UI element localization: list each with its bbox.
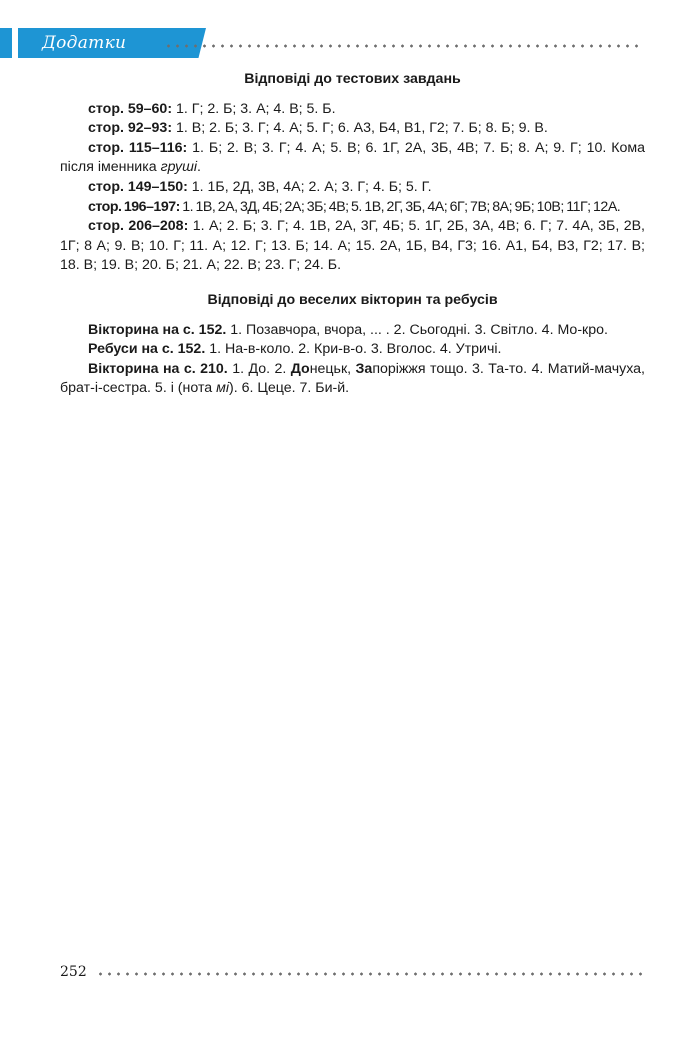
answer-line: стор. 59–60: 1. Г; 2. Б; 3. А; 4. В; 5. Б.	[88, 100, 336, 117]
answer-line: Ребуси на с. 152. 1. На-в-коло. 2. Кри-в-о. 3. Вголос. 4. Утричі.	[88, 341, 502, 358]
answer-line: Вікторина на с. 210. 1. До. 2. Донецьк, Запоріжжя тощо. 3. Та-то. 4. Матий-мачуха, брат-і-сестра. 5. і (нота мі). 6. Цеце. 7. Би-й.	[60, 360, 645, 397]
header-dotted-rule	[164, 44, 644, 48]
section-title-test-answers: Відповіді до тестових завдань	[244, 71, 461, 87]
answer-line: стор. 149–150: 1. 1Б, 2Д, 3В, 4А; 2. А; 3. Г; 4. Б; 5. Г.	[88, 178, 432, 195]
section-title-quiz-answers: Відповіді до веселих вікторин та ребусів	[207, 291, 498, 308]
page-ref: стор. 149–150:	[88, 178, 188, 195]
header-section-label: Додатки	[42, 33, 127, 53]
page-ref: стор. 92–93:	[88, 120, 173, 137]
italic-word: груші	[160, 159, 198, 176]
italic-word: мі	[216, 380, 230, 397]
answer-line: стор. 206–208: 1. А; 2. Б; 3. Г; 4. 1В, 2А, 3Г, 4Б; 5. 1Г, 2Б, 3А, 4В; 6. Г; 7. 4А, 3Б, 2В, 1Г; 8 А; 9. В; 10. Г; 11. А; 12. Г; 13. Б; 14. А; 15. 2А, 1Б, В4, Г3; 16. А1, Б4, В3, Г2; 17. В; 18. В; 19. В; 20. Б; 21. А; 22. В; 23. Г; 24. Б.	[60, 218, 645, 274]
page-ref: стор. 206–208:	[88, 218, 189, 235]
page-ref: Ребуси на с. 152.	[88, 341, 206, 358]
page-content	[60, 70, 645, 399]
answer-line: стор. 92–93: 1. В; 2. Б; 3. Г; 4. А; 5. Г; 6. А3, Б4, В1, Г2; 7. Б; 8. Б; 9. В.	[88, 120, 548, 137]
header-tab-edge	[0, 28, 12, 58]
page-ref: Вікторина на с. 152.	[88, 321, 227, 338]
page-ref: Вікторина на с. 210.	[88, 360, 228, 377]
page-ref: стор. 59–60:	[88, 100, 173, 117]
page-ref: стор. 115–116:	[88, 139, 188, 156]
answer-line: Вікторина на с. 152. 1. Позавчора, вчора, ... . 2. Сьогодні. 3. Світло. 4. Мо-кро.	[88, 321, 608, 338]
page-number: 252	[60, 964, 87, 980]
bold-fragment: До	[290, 360, 310, 377]
answer-line: стор. 115–116: 1. Б; 2. В; 3. Г; 4. А; 5. В; 6. 1Г, 2А, 3Б, 4В; 7. Б; 8. А; 9. Г; 10. Кома після іменника груші.	[60, 139, 645, 176]
bold-fragment: За	[355, 360, 373, 377]
page-ref: стор. 196–197:	[88, 198, 180, 215]
footer-dotted-rule	[96, 972, 644, 976]
answer-line: стор. 196–197: 1. 1В, 2А, 3Д, 4Б; 2А; 3Б; 4В; 5. 1В, 2Г, 3Б, 4А; 6Г; 7В; 8А; 9Б; 10В; 11Г; 12А.	[88, 198, 621, 215]
